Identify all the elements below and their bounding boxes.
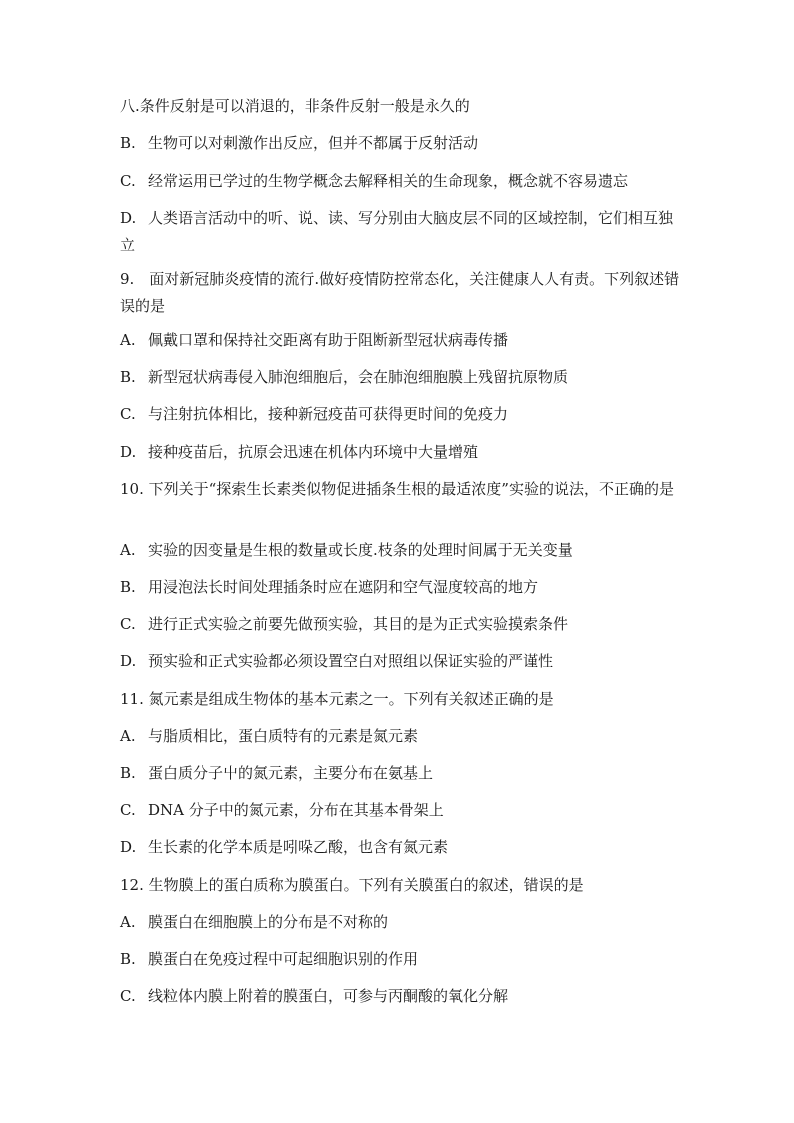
option-text: 实验的因变量是生根的数量或长度.枝条的处理时间属于无关变量 [148, 541, 573, 559]
option-text: DNA 分子中的氮元素，分布在其基本骨架上 [148, 801, 444, 819]
option-b-q10 [120, 574, 680, 601]
option-d-q9 [120, 439, 680, 466]
option-a-q9 [120, 327, 680, 354]
option-text: 经常运用已学过的生物学概念去解释相关的生命现象，概念就不容易遗忘 [148, 172, 629, 190]
option-c-q12 [120, 983, 680, 1010]
option-letter: B. [120, 368, 136, 386]
question-12 [120, 872, 680, 899]
option-letter: B. [120, 764, 136, 782]
option-text: 膜蛋白在细胞膜上的分布是不对称的 [148, 913, 389, 931]
option-letter: A. [120, 331, 136, 349]
option-b-q9 [120, 364, 680, 391]
option-b-q8 [120, 130, 680, 157]
option-letter: D. [120, 209, 137, 227]
option-text: 生长素的化学本质是吲哚乙酸，也含有氮元素 [148, 838, 449, 856]
option-letter: C. [120, 801, 136, 819]
option-d-q11 [120, 834, 680, 861]
question-10 [120, 476, 680, 503]
option-c-q9 [120, 401, 680, 428]
option-text: 接种疫苗后，抗原会迅速在机体内环境中大量增殖 [148, 443, 479, 461]
question-11 [120, 686, 680, 713]
option-letter: C. [120, 615, 136, 633]
option-text: 生物可以对刺激作出反应，但并不都属于反射活动 [148, 134, 479, 152]
option-text: 与注射抗体相比，接种新冠疫苗可获得更时间的免疫力 [148, 405, 509, 423]
option-d-q10 [120, 648, 680, 675]
option-text: 预实验和正式实验都必须设置空白对照组以保证实验的严谨性 [148, 652, 554, 670]
option-text: 膜蛋白在免疫过程中可起细胞识别的作用 [148, 950, 419, 968]
option-d-q8 [120, 205, 680, 259]
option-text: 蛋白质分子屮的氮元素，主要分布在氨基上 [148, 764, 434, 782]
option-letter: C. [120, 987, 136, 1005]
option-b-q11 [120, 760, 680, 787]
option-b-q12 [120, 946, 680, 973]
option-text: 人类语言活动中的听、说、读、写分别由大脑皮层不同的区域控制，它们相互独立 [120, 209, 674, 254]
question-text: 11. 氮元素是组成生物体的基本元素之一。下列有关叙述正确的是 [120, 690, 554, 708]
option-letter: B. [120, 578, 136, 596]
option-letter: A. [120, 541, 136, 559]
option-text: 线粒体内膜上附着的膜蛋白，可参与丙酮酸的氧化分解 [148, 987, 509, 1005]
question-text: 10. 下列关于“探索生长素类似物促进插条生根的最适浓度”实验的说法，不正确的是 [120, 480, 674, 498]
option-letter: C. [120, 405, 136, 423]
option-text: 与脂质相比，蛋白质特有的元素是氮元素 [148, 727, 419, 745]
option-letter: D. [120, 443, 137, 461]
option-letter: A. [120, 913, 136, 931]
option-text: 八.条件反射是可以消退的，非条件反射一般是永久的 [120, 97, 470, 115]
question-9 [120, 266, 680, 320]
option-c-q8 [120, 168, 680, 195]
option-letter: A. [120, 727, 136, 745]
option-text: 佩戴口罩和保持社交距离有助于阻断新型冠状病毒传播 [148, 331, 509, 349]
option-text: 新型冠状病毒侵入肺泡细胞后，会在肺泡细胞膜上残留抗原物质 [148, 368, 569, 386]
option-a-q10 [120, 537, 680, 564]
option-c-q11 [120, 797, 680, 824]
option-text: 进行正式实验之前要先做预实验，其目的是为正式实验摸索条件 [148, 615, 569, 633]
question-text: 9. 面对新冠肺炎疫情的流行.做好疫情防控常态化，关注健康人人有责。下列叙述错误的是 [120, 270, 680, 315]
option-letter: B. [120, 950, 136, 968]
option-letter: D. [120, 652, 137, 670]
option-letter: C. [120, 172, 136, 190]
option-a-q8 [120, 93, 680, 120]
option-letter: D. [120, 838, 137, 856]
option-letter: B. [120, 134, 136, 152]
option-a-q11 [120, 723, 680, 750]
option-a-q12 [120, 909, 680, 936]
question-text: 12. 生物膜上的蛋白质称为膜蛋白。下列有关膜蛋白的叙述，错误的是 [120, 876, 584, 894]
option-text: 用浸泡法长时间处理插条时应在遮阴和空气湿度较高的地方 [148, 578, 539, 596]
option-c-q10 [120, 611, 680, 638]
